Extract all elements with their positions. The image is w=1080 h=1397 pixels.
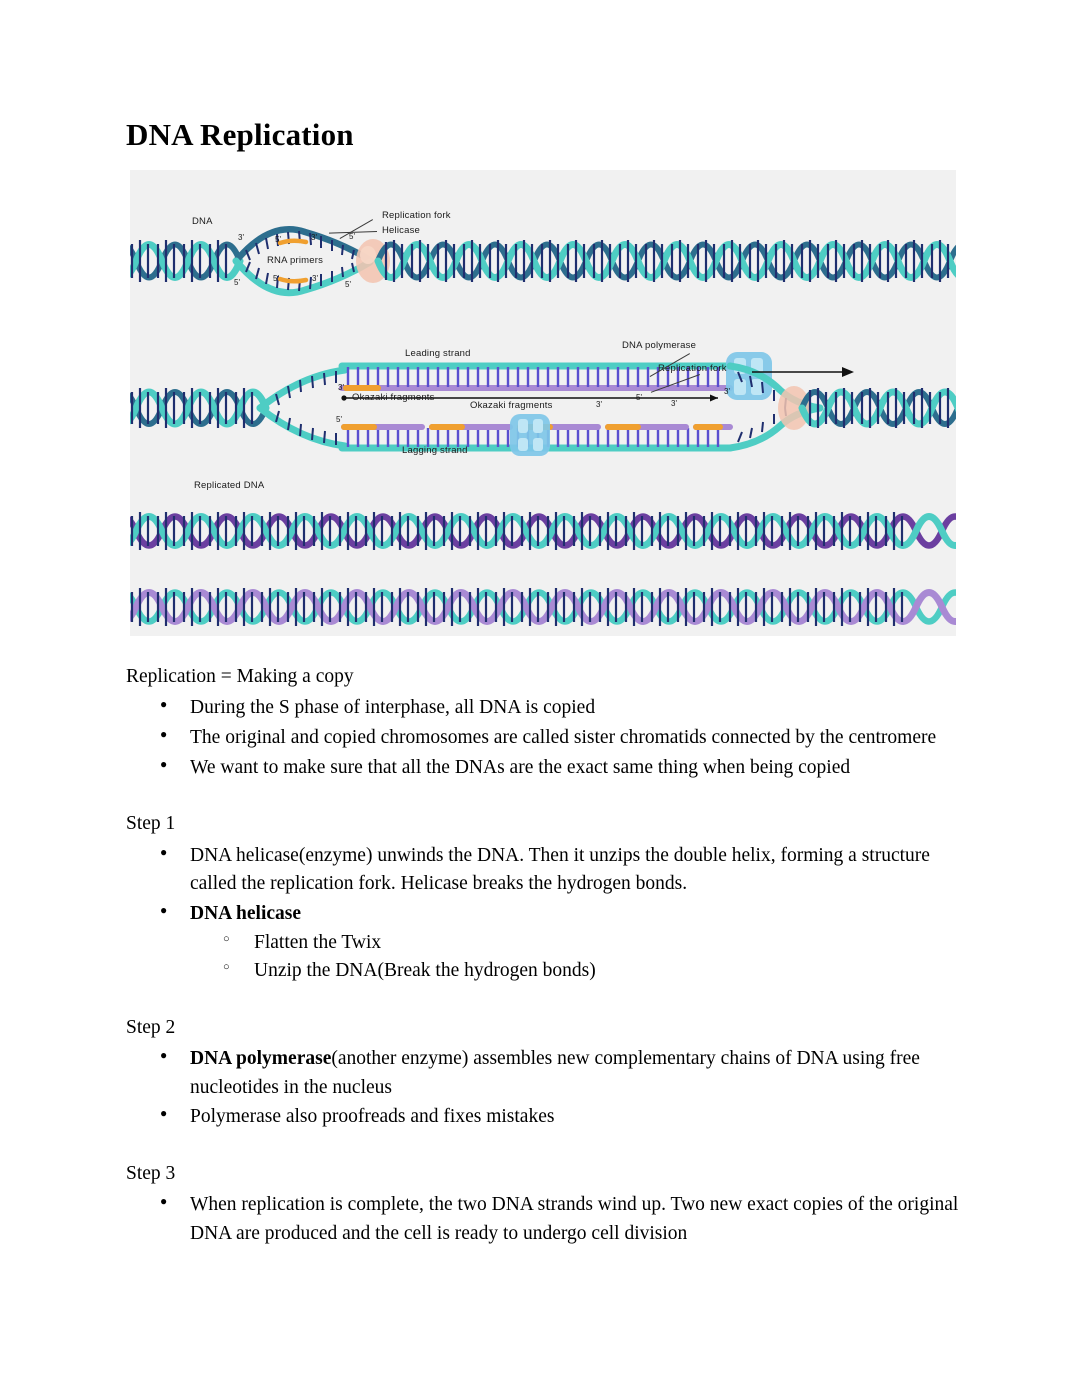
list-item: ● DNA helicase(enzyme) unwinds the DNA. Then it unzips the double helix, forming a structure called the replication fork. Helicase breaks the hydrogen bonds. <box>126 842 966 899</box>
figure-tick-5prime-d: 5' <box>349 232 355 242</box>
figure-tick-3prime-c: 5' <box>273 274 279 284</box>
list-item-bold: DNA polymerase <box>190 1048 332 1070</box>
figure-tick-3prime-a: 3' <box>238 233 244 243</box>
list-item: ● During the S phase of interphase, all DNA is copied <box>126 694 966 723</box>
figure-tick-3prime-g: 3' <box>724 387 730 397</box>
list-item <box>126 900 966 986</box>
list-item <box>126 1045 966 1102</box>
figure-label-replication-fork-top: Replication fork <box>382 210 451 222</box>
step-1-bullet-list <box>126 842 966 986</box>
replicated-dna-helix-2 <box>130 576 956 636</box>
figure-label-lagging-strand: Lagging strand <box>402 445 468 457</box>
figure-label-okazaki-2: Okazaki fragments <box>470 400 553 412</box>
figure-tick-3prime-f: 3' <box>671 399 677 409</box>
list-item: ● When replication is complete, the two DNA strands wind up. Two new exact copies of the original DNA are produced and the cell is ready to undergo cell division <box>126 1191 966 1248</box>
figure-label-dna-polymerase: DNA polymerase <box>622 340 697 352</box>
figure-tick-5prime-e: 5' <box>345 280 351 290</box>
list-item: ○ Unzip the DNA(Break the hydrogen bonds) <box>190 957 966 986</box>
step-3-heading: Step 3 <box>126 1163 176 1185</box>
step-1-heading: Step 1 <box>126 813 176 835</box>
figure-label-helicase: Helicase <box>382 225 421 237</box>
figure-tick-5prime-f: 3' <box>338 383 344 393</box>
step-2-heading: Step 2 <box>126 1016 176 1038</box>
figure-label-okazaki-1: Okazaki fragments <box>352 392 435 404</box>
top-dna-helix <box>130 222 956 300</box>
figure-tick-5prime-c: 3' <box>312 274 318 284</box>
list-item: ● The original and copied chromosomes are called sister chromatids connected by the centromere <box>126 724 966 753</box>
list-item-bold: DNA helicase <box>190 902 302 924</box>
figure-label-leading-strand: Leading strand <box>405 348 471 360</box>
figure-label-rna-primers: RNA primers <box>267 255 324 267</box>
step-3-bullet-list <box>126 1191 966 1248</box>
figure-tick-5prime-b: 5' <box>275 235 281 245</box>
list-item: ○ Flatten the Twix <box>190 929 966 958</box>
figure-label-replication-fork-mid: Replication fork <box>658 363 727 375</box>
dna-replication-figure <box>130 170 956 636</box>
document-content <box>126 118 966 1250</box>
page-title: DNA Replication <box>126 117 354 152</box>
figure-label-replicated-dna: Replicated DNA <box>194 480 265 492</box>
list-item: ● Polymerase also proofreads and fixes mistakes <box>126 1103 966 1132</box>
definition-line: Replication = Making a copy <box>126 666 354 688</box>
figure-label-dna: DNA <box>192 216 213 228</box>
figure-tick-3prime-d: 5' <box>336 415 342 425</box>
step-1-sub-list <box>190 929 966 986</box>
figure-tick-3prime-b: 3' <box>311 233 317 243</box>
figure-tick-5prime-g: 3' <box>596 400 602 410</box>
figure-tick-3prime-e: 5' <box>636 393 642 403</box>
list-item: ● We want to make sure that all the DNAs are the exact same thing when being copied <box>126 754 966 783</box>
step-2-bullet-list <box>126 1045 966 1132</box>
dna-polymerase-enzyme-lagging <box>510 414 550 456</box>
figure-tick-5prime-a: 5' <box>234 278 240 288</box>
replication-fork-direction-arrow <box>750 364 860 380</box>
list-item-text: (another enzyme) assembles new complementary chains of DNA using free nucleotides in the nucleus <box>190 1048 920 1098</box>
replicated-dna-helix-1 <box>130 500 956 562</box>
intro-bullet-list <box>126 694 966 782</box>
